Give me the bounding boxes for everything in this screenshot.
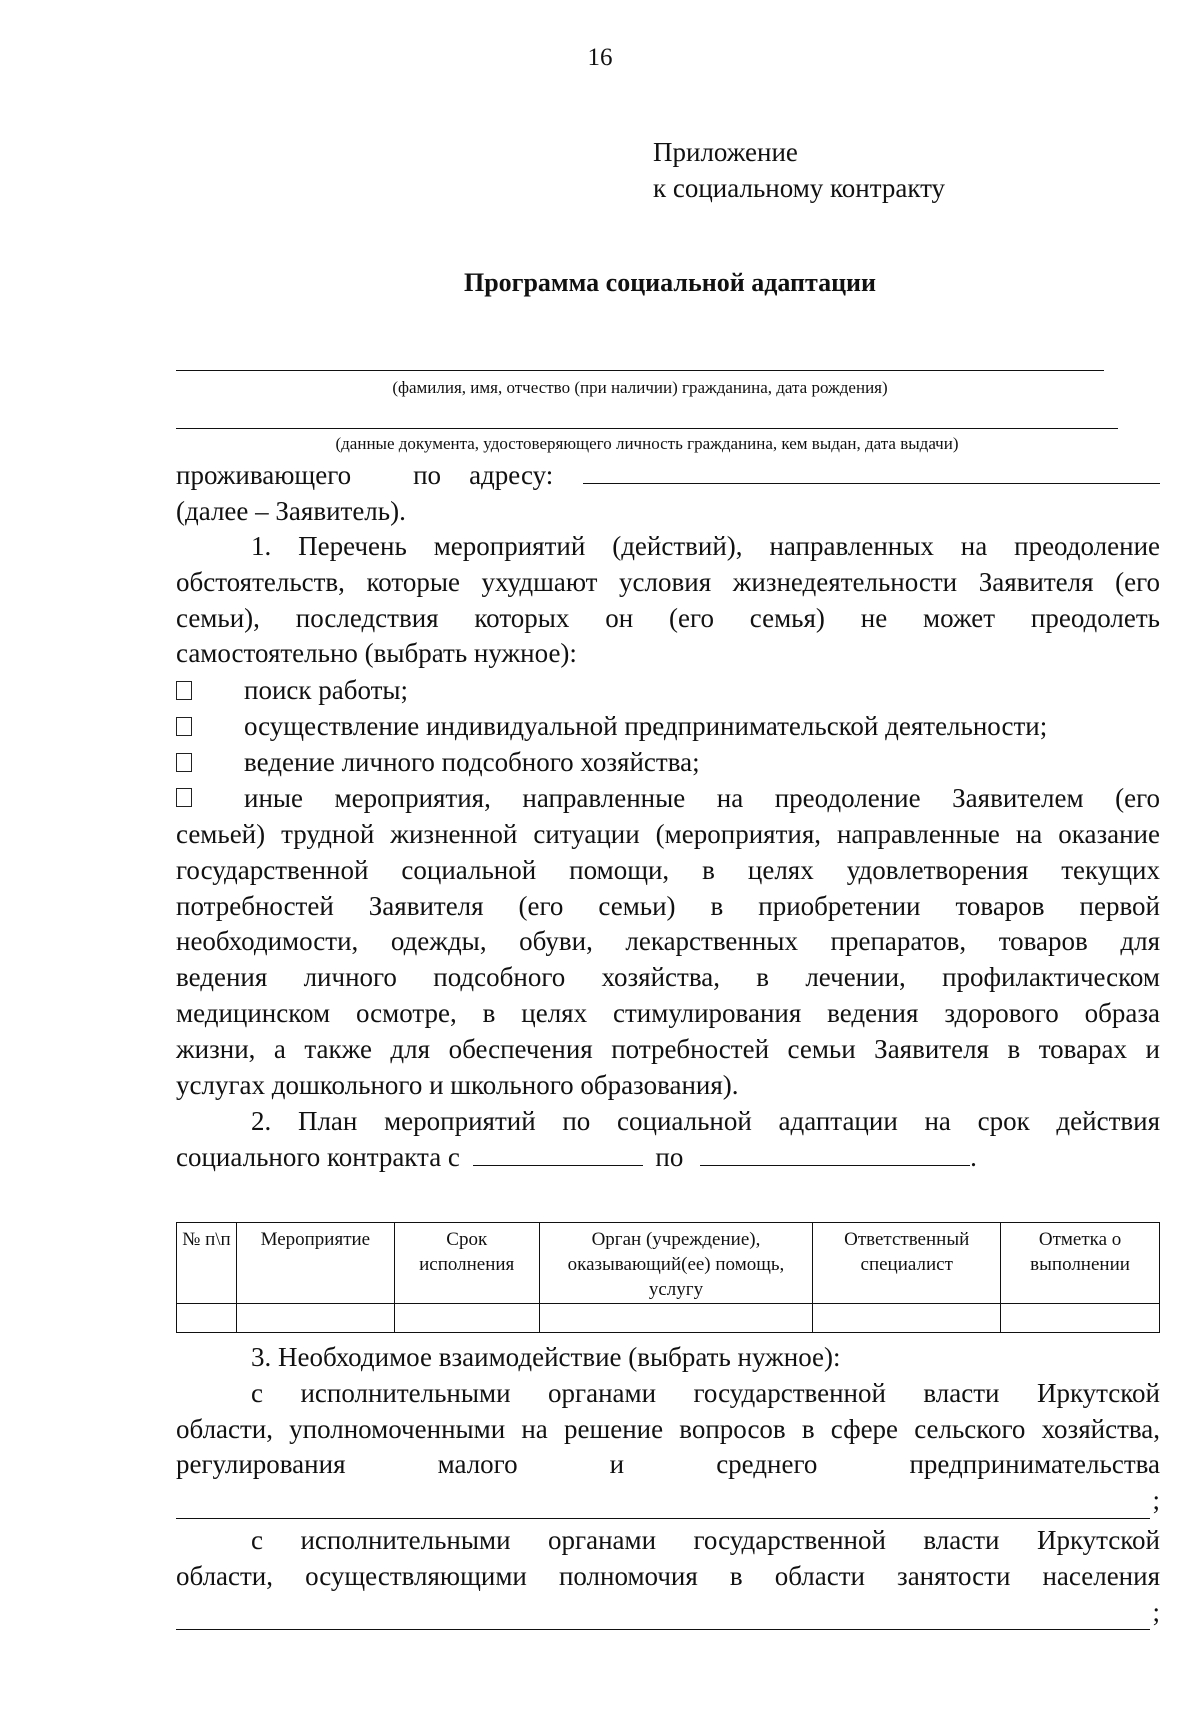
option-household-farming[interactable]: ведение личного подсобного хозяйства; (176, 745, 1160, 781)
checkbox[interactable] (176, 788, 192, 807)
table-cell[interactable] (236, 1304, 394, 1333)
block-2-line: с исполнительными органами государственной власти Иркутской (251, 1524, 1160, 1555)
section-1-line: самостоятельно (выбрать нужное): (176, 638, 577, 669)
table-cell[interactable] (177, 1304, 237, 1333)
continuation-line: семьей) трудной жизненной ситуации (мероприятия, направленные на оказание (176, 819, 1160, 849)
checkbox[interactable] (176, 717, 192, 736)
section-1-continuation (176, 817, 1160, 1103)
table-cell[interactable] (539, 1304, 813, 1333)
section-2-text (176, 1104, 1160, 1176)
table-row (177, 1304, 1160, 1333)
continuation-line: услугах дошкольного и школьного образования). (176, 1069, 739, 1100)
document-title: Программа социальной адаптации (463, 268, 877, 297)
col-number: № п\п (177, 1223, 237, 1304)
name-caption: (фамилия, имя, отчество (при наличии) гражданина, дата рождения) (392, 378, 888, 397)
name-fill-line[interactable] (176, 370, 1104, 371)
block-1-fill-line[interactable]: ; (176, 1483, 1160, 1519)
continuation-line: необходимости, одежды, обуви, лекарственных препаратов, товаров для (176, 926, 1160, 957)
table-cell[interactable] (813, 1304, 1001, 1333)
col-organization: Орган (учреждение), оказывающий(ее) помощь, услугу (539, 1223, 813, 1304)
block-1-line: регулирования малого и среднего предпринимательства (176, 1449, 1160, 1480)
address-note: (далее – Заявитель). (176, 495, 406, 526)
table-cell[interactable] (394, 1304, 539, 1333)
block-2-fill-line[interactable]: ; (176, 1595, 1160, 1631)
continuation-line: медицинском осмотре, в целях стимулирования ведения здорового образа (176, 997, 1160, 1028)
appendix-line-2: к социальному контракту (653, 173, 946, 203)
start-date-fill[interactable] (473, 1141, 643, 1166)
checkbox[interactable] (176, 681, 192, 700)
section-1-line: семьи), последствия которых он (его семья) не может преодолеть (176, 602, 1160, 633)
continuation-line: жизни, а также для обеспечения потребностей семьи Заявителя в товарах и (176, 1033, 1160, 1064)
table-cell[interactable] (1001, 1304, 1160, 1333)
page-number: 16 (587, 44, 613, 71)
block-1-line: области, уполномоченными на решение вопросов в сфере сельского хозяйства, (176, 1413, 1160, 1444)
continuation-line: государственной социальной помощи, в целях удовлетворения текущих (176, 854, 1160, 885)
col-deadline: Срок исполнения (394, 1223, 539, 1304)
section-1-text (176, 529, 1160, 672)
document-caption: (данные документа, удостоверяющего личность гражданина, кем выдан, дата выдачи) (335, 434, 959, 453)
option-job-search[interactable]: поиск работы; (176, 673, 1160, 709)
block-1-line: с исполнительными органами государственной власти Иркутской (251, 1377, 1160, 1408)
checkbox[interactable] (176, 753, 192, 772)
table-header-row (177, 1223, 1160, 1304)
address-word-2: по (413, 460, 442, 490)
end-date-fill[interactable] (700, 1141, 970, 1166)
address-word-1: проживающего (176, 460, 352, 490)
section-3-text (176, 1340, 1160, 1630)
section-2-line-2: социального контракта с по . (176, 1141, 977, 1172)
col-completion-mark: Отметка о выполнении (1001, 1223, 1160, 1304)
plan-table (176, 1222, 1160, 1333)
continuation-line: ведения личного подсобного хозяйства, в лечении, профилактическом (176, 962, 1160, 993)
section-1-line: 1. Перечень мероприятий (действий), направленных на преодоление (251, 531, 1160, 561)
appendix-note (653, 134, 945, 206)
address-fill-line[interactable] (583, 459, 1160, 484)
appendix-line-1: Приложение (653, 137, 798, 167)
col-activity: Мероприятие (236, 1223, 394, 1304)
continuation-line: потребностей Заявителя (его семьи) в приобретении товаров первой (176, 890, 1160, 921)
section-3-heading: 3. Необходимое взаимодействие (выбрать нужное): (251, 1342, 841, 1372)
address-word-3: адресу: (469, 460, 554, 490)
section-1-line: обстоятельств, которые ухудшают условия жизнедеятельности Заявителя (его (176, 566, 1160, 597)
address-block (176, 458, 1160, 530)
option-other-measures[interactable]: иные мероприятия, направленные на преодоление Заявителем (его (176, 781, 1160, 817)
section-2-line-1: 2. План мероприятий по социальной адаптации на срок действия (251, 1106, 1160, 1136)
col-responsible: Ответственный специалист (813, 1223, 1001, 1304)
document-fill-line[interactable] (176, 428, 1118, 429)
block-2-line: области, осуществляющими полномочия в области занятости населения (176, 1560, 1160, 1591)
option-entrepreneurship[interactable]: осуществление индивидуальной предпринимательской деятельности; (176, 709, 1160, 745)
